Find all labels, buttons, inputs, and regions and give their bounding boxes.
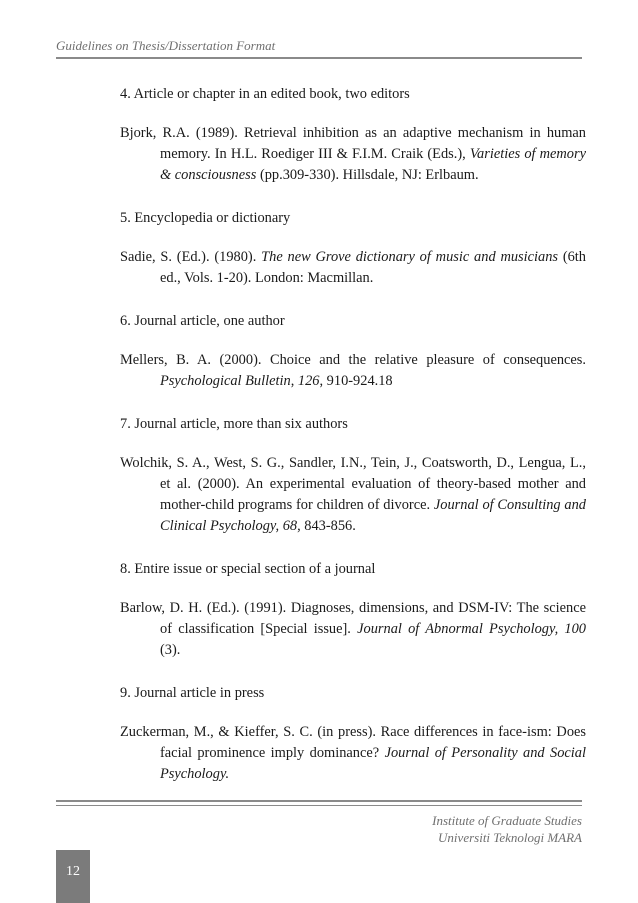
reference-text: (3).: [160, 642, 181, 658]
reference-text: (pp.309-330). Hillsdale, NJ: Erlbaum.: [256, 167, 479, 183]
reference-text: Sadie, S. (Ed.). (1980).: [120, 249, 262, 265]
header-rule: [56, 57, 582, 59]
reference-entry: [120, 722, 586, 785]
italic-title: Psychological Bulletin: [160, 373, 291, 389]
reference-text: ,: [290, 373, 298, 389]
section-heading: 6. Journal article, one author: [120, 313, 285, 329]
reference-entry: [120, 598, 586, 661]
section-heading: 4. Article or chapter in an edited book, two editors: [120, 86, 410, 102]
italic-title: Journal of Consulting and Clinical Psychology, 68: [160, 497, 586, 534]
reference-text: Bjork, R.A. (1989). Retrieval inhibition as an adaptive mechanism in human memory. In H.L. Roediger III & F.I.M. Craik (Eds.),: [120, 125, 586, 162]
reference-text: , 843-856.: [297, 518, 356, 534]
university-name: Universiti Teknologi MARA: [438, 830, 582, 845]
page-number: 12: [56, 850, 90, 903]
reference-entry: [120, 453, 586, 537]
section-heading: 7. Journal article, more than six authors: [120, 416, 348, 432]
reference-text: Zuckerman, M., & Kieffer, S. C. (in press). Race differences in face-ism: Does facial prominence imply dominance?: [120, 724, 586, 761]
reference-text: , 910-924.18: [319, 373, 393, 389]
footer-rule-thin: [56, 805, 582, 806]
reference-entry: [120, 123, 586, 186]
running-header: Guidelines on Thesis/Dissertation Format: [56, 38, 276, 53]
italic-title: Journal of Abnormal Psychology, 100: [357, 621, 586, 637]
reference-entry: [120, 247, 586, 289]
footer-rule: [56, 800, 582, 802]
reference-text: Barlow, D. H. (Ed.). (1991). Diagnoses, dimensions, and DSM-IV: The science of classification [Special issue].: [120, 600, 586, 637]
institution-name: Institute of Graduate Studies: [432, 813, 582, 828]
section-heading: 5. Encyclopedia or dictionary: [120, 210, 291, 226]
institution-block: [432, 812, 582, 846]
reference-examples: [120, 84, 586, 807]
reference-text: Wolchik, S. A., West, S. G., Sandler, I.N., Tein, J., Coatsworth, D., Lengua, L., et al. (2000). An experimental evaluation of theory-based mother and mother-child programs for children of divorce.: [120, 455, 586, 513]
reference-text: Mellers, B. A. (2000). Choice and the relative pleasure of consequences.: [120, 352, 586, 368]
italic-title: The new Grove dictionary of music and musicians: [261, 249, 559, 265]
section-heading: 9. Journal article in press: [120, 685, 265, 701]
section-heading: 8. Entire issue or special section of a journal: [120, 561, 376, 577]
italic-title: 126: [297, 373, 320, 389]
italic-title: Varieties of memory & consciousness: [160, 146, 586, 183]
reference-entry: [120, 350, 586, 392]
reference-text: (6th ed., Vols. 1-20). London: Macmillan.: [160, 249, 587, 286]
italic-title: Journal of Personality and Social Psychology.: [160, 745, 586, 782]
